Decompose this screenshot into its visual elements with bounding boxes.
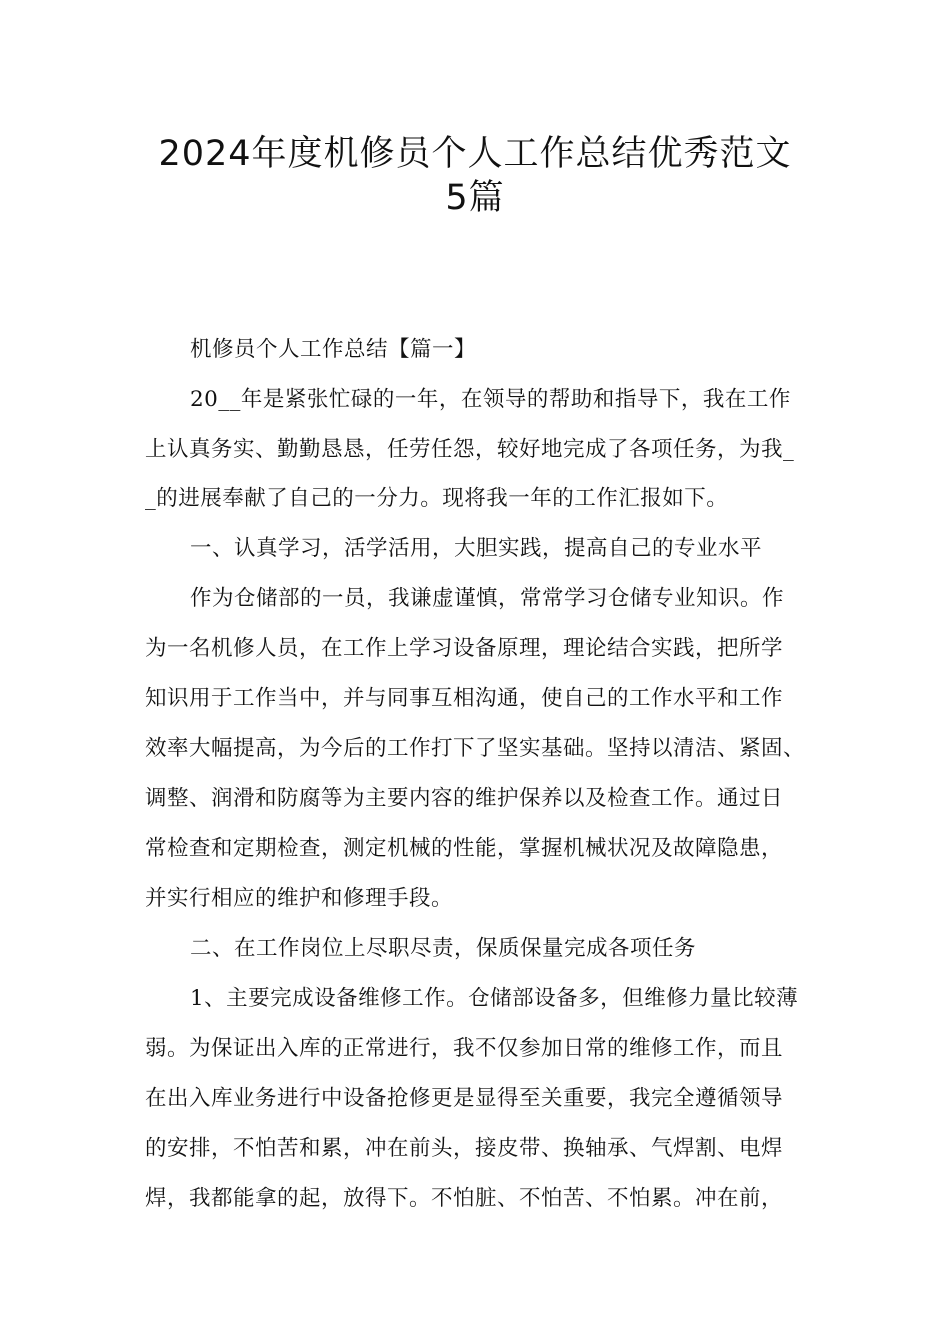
paragraph-line: 的安排，不怕苦和累，冲在前头，接皮带、换轴承、气焊割、电焊 — [145, 1136, 784, 1161]
section-heading: 二、在工作岗位上尽职尽责，保质保量完成各项任务 — [190, 936, 697, 961]
paragraph-line: 调整、润滑和防腐等为主要内容的维护保养以及检查工作。通过日 — [145, 786, 784, 811]
section-heading: 机修员个人工作总结【篇一】 — [190, 337, 477, 362]
paragraph-line: 上认真务实、勤勤恳恳，任劳任怨，较好地完成了各项任务，为我_ — [145, 437, 795, 462]
document-title-continued: 5篇 — [445, 178, 505, 218]
paragraph-line: 为一名机修人员，在工作上学习设备原理，理论结合实践，把所学 — [145, 636, 784, 661]
document-title: 2024年度机修员个人工作总结优秀范文 — [158, 134, 792, 174]
paragraph-line: 效率大幅提高，为今后的工作打下了坚实基础。坚持以清洁、紧固、 — [145, 736, 806, 761]
paragraph-line: 并实行相应的维护和修理手段。 — [145, 886, 454, 911]
paragraph-line: _的进展奉献了自己的一分力。现将我一年的工作汇报如下。 — [145, 486, 729, 511]
paragraph-line: 作为仓储部的一员，我谦虚谨慎，常常学习仓储专业知识。作 — [190, 586, 785, 611]
paragraph-line: 20__年是紧张忙碌的一年，在领导的帮助和指导下，我在工作 — [190, 387, 791, 412]
paragraph-line: 1、主要完成设备维修工作。仓储部设备多，但维修力量比较薄 — [190, 986, 799, 1011]
paragraph-line: 在出入库业务进行中设备抢修更是显得至关重要，我完全遵循领导 — [145, 1086, 784, 1111]
section-heading: 一、认真学习，活学活用，大胆实践，提高自己的专业水平 — [190, 536, 763, 561]
paragraph-line: 焊，我都能拿的起，放得下。不怕脏、不怕苦、不怕累。冲在前， — [145, 1186, 784, 1211]
paragraph-line: 知识用于工作当中，并与同事互相沟通，使自己的工作水平和工作 — [145, 686, 784, 711]
paragraph-line: 常检查和定期检查，测定机械的性能，掌握机械状况及故障隐患， — [145, 836, 784, 861]
paragraph-line: 弱。为保证出入库的正常进行，我不仅参加日常的维修工作，而且 — [145, 1036, 784, 1061]
